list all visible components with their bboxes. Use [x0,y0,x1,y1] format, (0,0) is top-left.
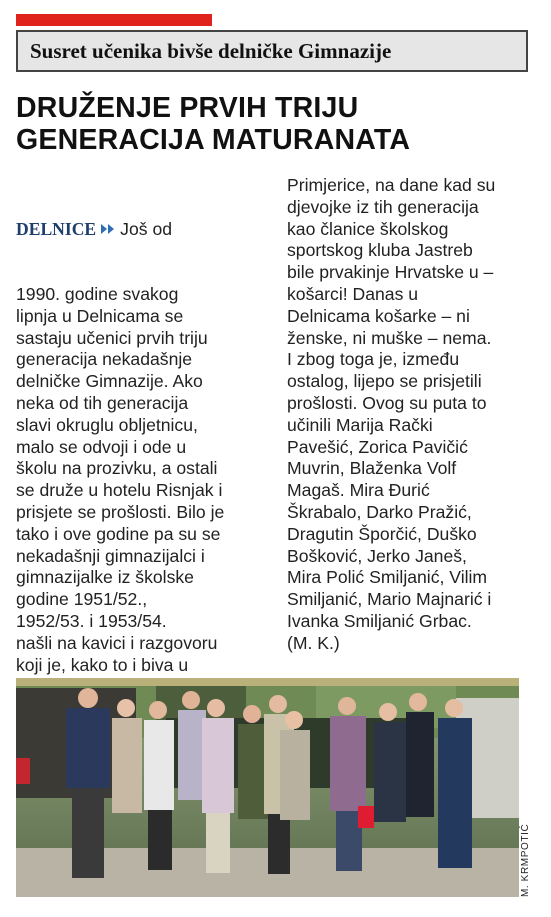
article-line: tako i ove godine pa su se [16,523,221,544]
article-line: Pavešić, Zorica Pavičić [287,436,468,457]
article-line: učinili Marija Rački [287,414,433,435]
article-line: kao članice školskog [287,218,449,239]
article-first-line [16,219,270,241]
group-photo [16,678,519,897]
article-line: Ivanka Smiljanić Grbac. [287,610,472,631]
article-line: I zbog toga je, između [287,349,460,370]
article-line: školu na prozivku, a ostali [16,458,218,479]
article-line: Delnicama košarke – ni [287,305,470,326]
article-column-right [287,175,537,655]
headline [16,92,531,156]
article-line: godine 1951/52., [16,589,148,610]
article-line: ostalog, lijepo se prisjetili [287,371,482,392]
red-accent-bar [16,14,212,26]
double-arrow-icon [100,223,116,235]
article-line: Magaš. Mira Đurić [287,480,430,501]
article-line: Škrabalo, Darko Pražić, [287,501,472,522]
left-column-lines [16,284,270,742]
article-line: Muvrin, Blaženka Volf [287,458,457,479]
article-line: Bošković, Jerko Janeš, [287,545,467,566]
article-line: prisjete se prošlosti. Bilo je [16,501,225,522]
article-line: koji je, kako to i biva u [16,654,189,675]
article-line: djevojke iz tih generacija [287,196,479,217]
article-line: nekadašnji gimnazijalci i [16,545,205,566]
article-line: Dragutin Šporčić, Duško [287,523,477,544]
article-line: ženske, ni muške – nema. [287,327,492,348]
article-line: (M. K.) [287,632,340,653]
article-line: sastaju učenici prvih triju [16,327,208,348]
article-line: delničke Gimnazije. Ako [16,371,203,392]
headline-line-2: GENERACIJA MATURANATA [16,124,411,156]
article-line: se druže u hotelu Risnjak i [16,480,223,501]
article-line: generacija nekadašnje [16,349,193,370]
article-line: 1952/53. i 1953/54. [16,610,167,631]
article-line: neka od tih generacija [16,392,189,413]
kicker-title: Susret učenika bivše delničke Gimnazije [30,38,392,63]
photo-credit: M. KRMPOTIĆ [520,823,531,897]
article-line: Smiljanić, Mario Majnarić i [287,589,492,610]
article-line: našli na kavici i razgovoru [16,632,218,653]
article-line: Mira Polić Smiljanić, Vilim [287,567,488,588]
article-column-left [16,175,270,764]
article-line: Primjerice, na dane kad su [287,175,496,195]
article-line: lipnja u Delnicama se [16,305,184,326]
article-line: slavi okruglu obljetnicu, [16,414,198,435]
article-line: sportskog kluba Jastreb [287,240,473,261]
article-line: bile prvakinje Hrvatske u – [287,262,494,283]
dateline: DELNICE [16,218,97,239]
kicker-box [16,30,528,72]
article-lead-text: Još od [120,218,173,239]
article-line: prošlosti. Ovog su puta to [287,392,487,413]
article-line: košarci! Danas u [287,283,419,304]
group-photo-illustration [16,678,519,897]
article-line: gimnazijalke iz školske [16,567,194,588]
article-line: malo se odvoji i ode u [16,436,187,457]
article-line: 1990. godine svakog [16,283,179,304]
headline-line-1: DRUŽENJE PRVIH TRIJU [16,92,359,124]
